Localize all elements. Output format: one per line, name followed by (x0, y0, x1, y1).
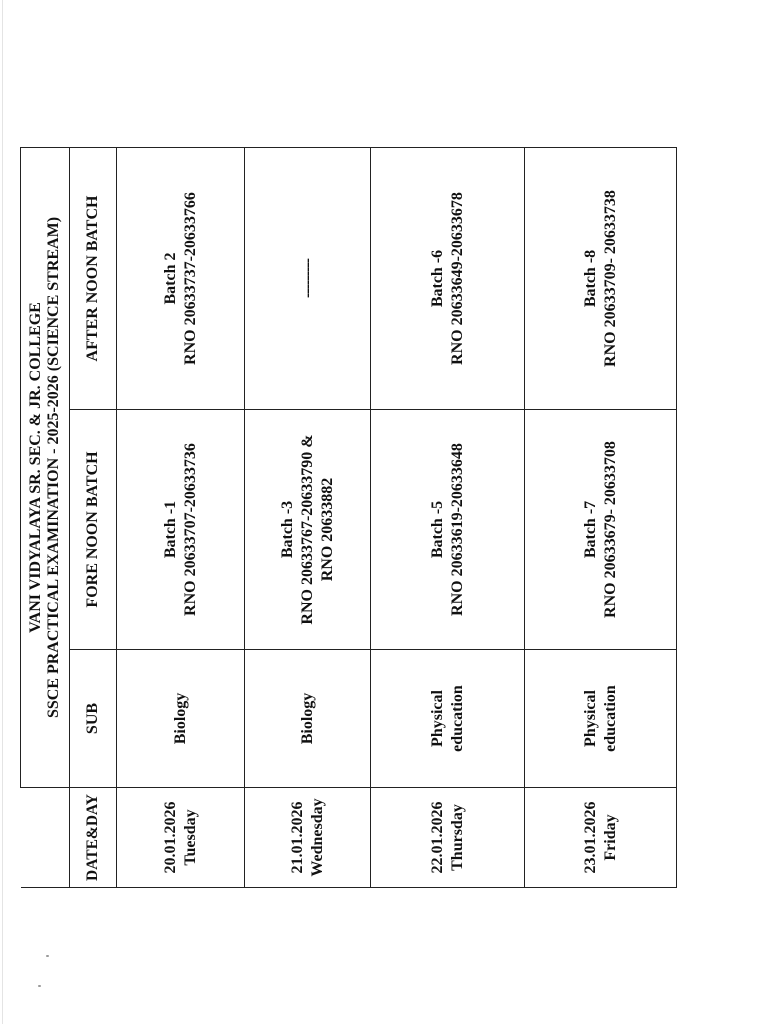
forenoon-batch: Batch -1 (161, 500, 179, 559)
forenoon-roll-range: RNO 20633619-20633648 (448, 443, 466, 616)
exam-date: 21.01.2026 (288, 801, 306, 874)
date-cell (117, 788, 245, 888)
forenoon-roll-range: RNO 20633707-20633736 (181, 443, 199, 616)
scan-speck (38, 985, 41, 987)
title-spacer (21, 788, 70, 888)
subject-name-line2: education (601, 685, 619, 752)
exam-schedule-sheet (20, 148, 636, 888)
exam-day: Friday (601, 814, 619, 861)
table-header-row (70, 148, 117, 888)
forenoon-cell (525, 410, 677, 650)
exam-day: Thursday (448, 804, 466, 871)
date-cell (371, 788, 525, 888)
subject-name: Biology (171, 692, 189, 745)
page-edge (2, 0, 3, 1024)
afternoon-cell (117, 148, 245, 410)
afternoon-column-header: AFTER NOON BATCH (70, 148, 117, 410)
forenoon-roll-range: RNO 20633767-20633790 & (298, 434, 316, 625)
afternoon-roll-range: RNO 20633737-20633766 (181, 192, 199, 365)
table-row (117, 148, 245, 888)
subject-cell (371, 650, 525, 788)
subject-name: Physical (428, 690, 446, 747)
college-name: VANI VIDYALAYA SR. SEC. & JR. COLLEGE (27, 302, 44, 633)
subject-name-line2: education (448, 685, 466, 752)
exam-date: 23.01.2026 (581, 801, 599, 874)
afternoon-empty-dash: --------- (298, 259, 316, 298)
date-cell (525, 788, 677, 888)
exam-date: 20.01.2026 (161, 801, 179, 874)
subject-name: Physical (581, 690, 599, 747)
subject-name: Biology (298, 692, 316, 745)
scan-speck (46, 955, 49, 957)
afternoon-cell (245, 148, 371, 410)
forenoon-cell (371, 410, 525, 650)
table-row (245, 148, 371, 888)
subject-column-header: SUB (70, 650, 117, 788)
afternoon-roll-range: RNO 20633649-20633678 (448, 192, 466, 365)
subject-cell (525, 650, 677, 788)
exam-day: Tuesday (181, 809, 199, 866)
subject-cell (117, 650, 245, 788)
forenoon-cell (117, 410, 245, 650)
forenoon-roll-extra: RNO 20633882 (318, 477, 336, 582)
date-column-header: DATE&DAY (70, 788, 117, 888)
date-cell (245, 788, 371, 888)
afternoon-roll-range: RNO 20633709- 20633738 (601, 190, 619, 367)
afternoon-batch: Batch -8 (581, 249, 599, 308)
afternoon-batch: Batch 2 (161, 252, 179, 305)
exam-schedule-table (20, 147, 677, 888)
exam-day: Wednesday (308, 798, 326, 877)
forenoon-batch: Batch -5 (428, 500, 446, 559)
exam-date: 22.01.2026 (428, 801, 446, 874)
forenoon-batch: Batch -7 (581, 500, 599, 559)
table-row (525, 148, 677, 888)
forenoon-column-header: FORE NOON BATCH (70, 410, 117, 650)
subject-cell (245, 650, 371, 788)
document-title (21, 148, 70, 788)
afternoon-batch: Batch -6 (428, 249, 446, 308)
afternoon-cell (525, 148, 677, 410)
forenoon-roll-range: RNO 20633679- 20633708 (601, 441, 619, 618)
forenoon-batch: Batch -3 (278, 500, 296, 559)
table-row (371, 148, 525, 888)
afternoon-cell (371, 148, 525, 410)
exam-title: SSCE PRACTICAL EXAMINATION - 2025-2026 (SCIENCE STREAM) (45, 216, 62, 719)
forenoon-cell (245, 410, 371, 650)
